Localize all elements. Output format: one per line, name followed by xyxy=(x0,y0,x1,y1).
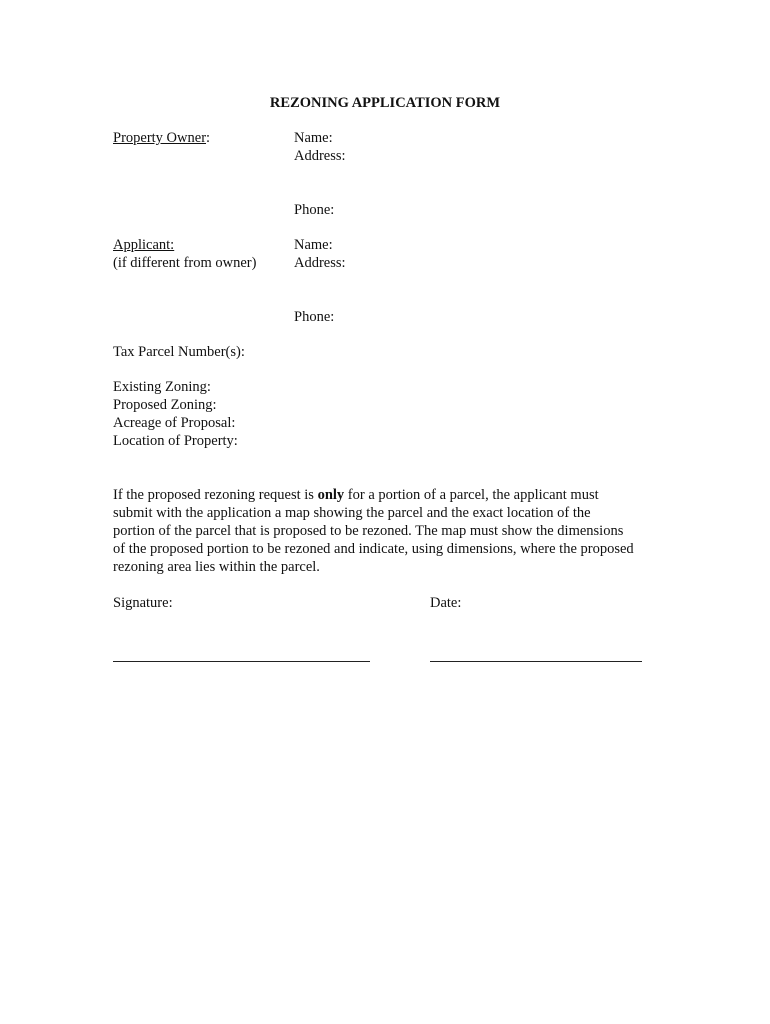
property-owner-colon: : xyxy=(206,130,211,146)
applicant-phone-label: Phone: xyxy=(294,309,335,325)
applicant-name-label: Name: xyxy=(294,237,333,253)
applicant-note: (if different from owner) xyxy=(113,255,257,271)
property-owner-label: Property Owner xyxy=(113,130,207,146)
instructions-paragraph xyxy=(113,486,673,576)
date-line[interactable] xyxy=(430,661,642,662)
owner-name-label: Name: xyxy=(294,130,333,146)
form-title: REZONING APPLICATION FORM xyxy=(269,95,501,111)
applicant-address-label: Address: xyxy=(294,255,346,271)
instructions-line-1-start: If the proposed rezoning request is xyxy=(113,487,318,503)
tax-parcel-label: Tax Parcel Number(s): xyxy=(113,344,245,360)
property-owner-heading xyxy=(113,129,210,147)
instructions-line-1 xyxy=(113,486,673,504)
instructions-emphasis: only xyxy=(317,487,345,503)
location-label: Location of Property: xyxy=(113,433,238,449)
instructions-line-3: portion of the parcel that is proposed to be rezoned. The map must show the dimensions xyxy=(113,523,624,539)
owner-address-label: Address: xyxy=(294,148,346,164)
signature-label: Signature: xyxy=(113,595,173,611)
instructions-line-1-end: for a portion of a parcel, the applicant must xyxy=(344,487,599,503)
instructions-line-5: rezoning area lies within the parcel. xyxy=(113,559,320,575)
applicant-label: Applicant: xyxy=(113,237,175,253)
instructions-line-4: of the proposed portion to be rezoned and indicate, using dimensions, where the proposed xyxy=(113,541,634,557)
signature-line[interactable] xyxy=(113,661,370,662)
date-label: Date: xyxy=(430,595,462,611)
acreage-label: Acreage of Proposal: xyxy=(113,415,236,431)
proposed-zoning-label: Proposed Zoning: xyxy=(113,397,217,413)
instructions-line-2: submit with the application a map showing the parcel and the exact location of the xyxy=(113,505,591,521)
owner-phone-label: Phone: xyxy=(294,202,335,218)
existing-zoning-label: Existing Zoning: xyxy=(113,379,211,395)
